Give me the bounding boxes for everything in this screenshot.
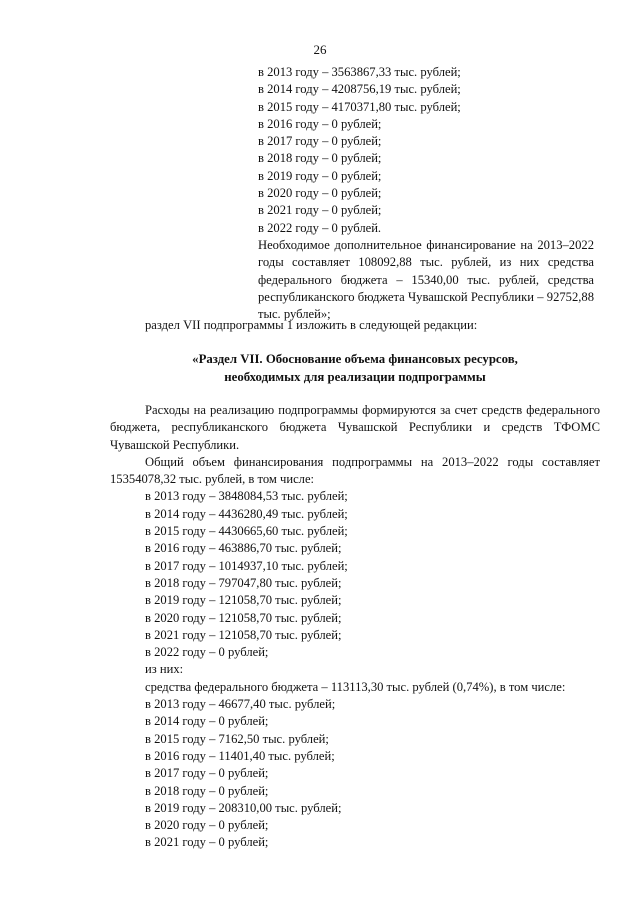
year-line: в 2019 году – 208310,00 тыс. рублей; — [145, 800, 342, 815]
year-line: в 2017 году – 0 рублей; — [145, 766, 269, 781]
year-line: в 2022 году – 0 рублей. — [258, 220, 382, 235]
year-line: в 2019 году – 0 рублей; — [258, 168, 382, 183]
expenses-paragraph: Расходы на реализацию подпрограммы формируются за счет средств федерального бюджета, республиканского бюджета Чувашской Республики и средств ТФОМС Чувашской Республики. — [110, 403, 600, 452]
year-line: в 2020 году – 121058,70 тыс. рублей; — [145, 610, 342, 625]
additional-funding-paragraph: Необходимое дополнительное финансирование на 2013–2022 годы составляет 108092,88 тыс. рублей, из них средства федерального бюджета – 15340,00 тыс. рублей, средства республиканского бюджета Чувашской Республики – 92752,88 тыс. рублей»; — [258, 237, 594, 322]
year-line: в 2018 году – 0 рублей; — [145, 783, 269, 798]
federal-budget-paragraph: средства федерального бюджета – 113113,30 тыс. рублей (0,74%), в том числе: — [145, 679, 566, 694]
amendment-instruction: раздел VII подпрограммы 1 изложить в следующей редакции: — [145, 318, 478, 332]
section-heading-line: необходимых для реализации подпрограммы — [224, 369, 486, 384]
year-line: в 2016 году – 11401,40 тыс. рублей; — [145, 748, 335, 763]
year-line: в 2013 году – 3848084,53 тыс. рублей; — [145, 489, 348, 504]
section-body — [110, 402, 600, 852]
year-line: в 2015 году – 7162,50 тыс. рублей; — [145, 731, 329, 746]
year-line: в 2018 году – 797047,80 тыс. рублей; — [145, 575, 342, 590]
year-line: в 2017 году – 1014937,10 тыс. рублей; — [145, 558, 348, 573]
year-line: в 2021 году – 0 рублей; — [258, 203, 382, 218]
year-line: в 2022 году – 0 рублей; — [145, 645, 269, 660]
page-number: 26 — [313, 42, 327, 57]
total-funding-paragraph: Общий объем финансирования подпрограммы на 2013–2022 годы составляет 15354078,32 тыс. рублей, в том числе: — [110, 454, 600, 487]
year-line: в 2020 году – 0 рублей; — [145, 818, 269, 833]
section-heading — [110, 351, 600, 386]
year-line: в 2014 году – 0 рублей; — [145, 714, 269, 729]
year-line: в 2014 году – 4208756,19 тыс. рублей; — [258, 82, 461, 97]
section-heading-line: «Раздел VII. Обоснование объема финансовых ресурсов, — [192, 352, 518, 366]
year-line: в 2013 году – 3563867,33 тыс. рублей; — [258, 65, 461, 79]
funding-continuation-block — [258, 64, 594, 323]
year-line: в 2021 году – 121058,70 тыс. рублей; — [145, 627, 342, 642]
year-line: в 2019 году – 121058,70 тыс. рублей; — [145, 593, 342, 608]
year-line: в 2020 году – 0 рублей; — [258, 186, 382, 201]
year-line: в 2014 году – 4436280,49 тыс. рублей; — [145, 506, 348, 521]
year-line: в 2016 году – 0 рублей; — [258, 116, 382, 131]
year-line: в 2015 году – 4170371,80 тыс. рублей; — [258, 99, 461, 114]
year-line: в 2016 году – 463886,70 тыс. рублей; — [145, 541, 342, 556]
year-line: в 2017 году – 0 рублей; — [258, 134, 382, 149]
year-line: в 2013 году – 46677,40 тыс. рублей; — [145, 697, 336, 712]
year-line: в 2021 году – 0 рублей; — [145, 835, 269, 850]
year-line: в 2018 году – 0 рублей; — [258, 151, 382, 166]
of-them-label: из них: — [145, 662, 184, 677]
year-line: в 2015 году – 4430665,60 тыс. рублей; — [145, 524, 348, 539]
